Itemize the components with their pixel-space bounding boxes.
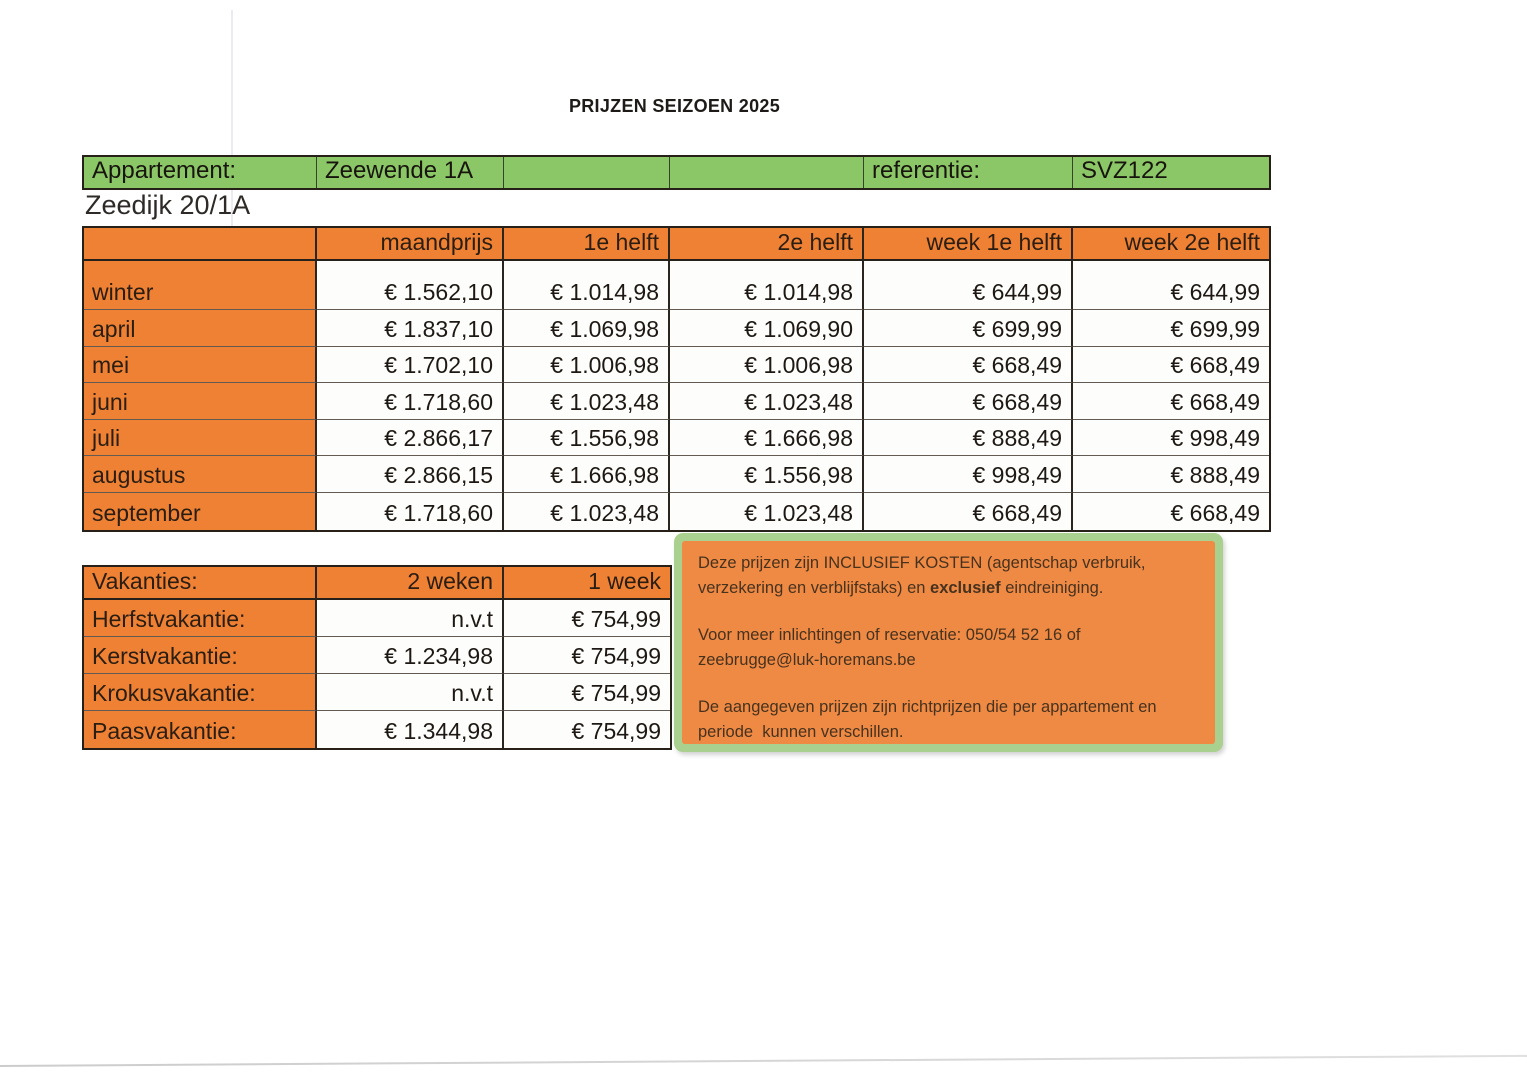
vacation-value-cell: € 754,99 — [504, 600, 670, 637]
info-text-bold: exclusief — [930, 579, 1001, 597]
price-value-cell: € 1.014,98 — [670, 261, 864, 310]
vacation-header-label: Vakanties: — [84, 567, 317, 600]
vacation-row-label: Paasvakantie: — [84, 711, 317, 748]
price-value-cell: € 699,99 — [1073, 310, 1269, 347]
price-value-cell: € 2.866,15 — [317, 456, 504, 493]
price-row-label: april — [84, 310, 317, 347]
column-header-2-weken: 2 weken — [317, 567, 504, 600]
scan-artifact-bottom-line — [0, 1055, 1527, 1067]
price-value-cell: € 1.023,48 — [504, 493, 670, 530]
column-header-maandprijs: maandprijs — [317, 228, 504, 261]
info-paragraph-costs — [698, 551, 1199, 601]
price-value-cell: € 1.718,60 — [317, 383, 504, 420]
info-box-content — [682, 541, 1215, 744]
vacation-value-cell: € 754,99 — [504, 711, 670, 748]
price-value-cell: € 1.666,98 — [670, 420, 864, 457]
price-value-cell: € 1.556,98 — [504, 420, 670, 457]
apartment-header-bar — [82, 155, 1271, 190]
price-value-cell: € 1.006,98 — [504, 347, 670, 384]
price-row-label: winter — [84, 261, 317, 310]
column-header-1-week: 1 week — [504, 567, 670, 600]
price-value-cell: € 1.014,98 — [504, 261, 670, 310]
price-row-label: september — [84, 493, 317, 530]
address-line: Zeedijk 20/1A — [85, 190, 251, 220]
column-header-week-1e-helft: week 1e helft — [864, 228, 1073, 261]
info-box — [674, 533, 1223, 752]
price-value-cell: € 888,49 — [864, 420, 1073, 457]
price-value-cell: € 1.023,48 — [670, 493, 864, 530]
price-value-cell: € 1.023,48 — [504, 383, 670, 420]
price-value-cell: € 998,49 — [1073, 420, 1269, 457]
price-value-cell: € 1.006,98 — [670, 347, 864, 384]
vacation-value-cell: € 754,99 — [504, 674, 670, 711]
referentie-label: referentie: — [864, 157, 1073, 188]
price-value-cell: € 1.069,90 — [670, 310, 864, 347]
price-value-cell: € 668,49 — [1073, 347, 1269, 384]
info-text: Deze prijzen zijn INCLUSIEF KOSTEN (agentschap verbruik, verzekering en verblijfstaks) en — [698, 554, 1151, 597]
vacation-value-cell: € 1.344,98 — [317, 711, 504, 748]
price-value-cell: € 998,49 — [864, 456, 1073, 493]
price-value-cell: € 2.866,17 — [317, 420, 504, 457]
vacation-table — [82, 565, 672, 750]
vacation-row-label: Herfstvakantie: — [84, 600, 317, 637]
price-row-label: mei — [84, 347, 317, 384]
column-header-2e-helft: 2e helft — [670, 228, 864, 261]
vacation-row-label: Kerstvakantie: — [84, 637, 317, 674]
vacation-value-cell: n.v.t — [317, 600, 504, 637]
price-value-cell: € 1.718,60 — [317, 493, 504, 530]
price-table — [82, 226, 1271, 532]
empty-cell — [670, 157, 864, 188]
price-value-cell: € 668,49 — [1073, 383, 1269, 420]
vacation-value-cell: € 1.234,98 — [317, 637, 504, 674]
appartement-value: Zeewende 1A — [317, 157, 504, 188]
price-row-label: augustus — [84, 456, 317, 493]
price-value-cell: € 668,49 — [864, 493, 1073, 530]
price-value-cell: € 668,49 — [864, 383, 1073, 420]
price-row-label: juli — [84, 420, 317, 457]
column-header-1e-helft: 1e helft — [504, 228, 670, 261]
page-title: PRIJZEN SEIZOEN 2025 — [568, 96, 781, 116]
vacation-value-cell: n.v.t — [317, 674, 504, 711]
price-value-cell: € 644,99 — [864, 261, 1073, 310]
referentie-value: SVZ122 — [1073, 157, 1269, 188]
price-value-cell: € 1.702,10 — [317, 347, 504, 384]
price-value-cell: € 668,49 — [864, 347, 1073, 384]
price-value-cell: € 644,99 — [1073, 261, 1269, 310]
price-value-cell: € 1.069,98 — [504, 310, 670, 347]
appartement-label: Appartement: — [84, 157, 317, 188]
price-value-cell: € 668,49 — [1073, 493, 1269, 530]
price-table-corner-cell — [84, 228, 317, 261]
info-text: eindreiniging. — [1000, 579, 1104, 597]
price-value-cell: € 699,99 — [864, 310, 1073, 347]
vacation-value-cell: € 754,99 — [504, 637, 670, 674]
price-value-cell: € 1.837,10 — [317, 310, 504, 347]
empty-cell — [504, 157, 670, 188]
price-value-cell: € 888,49 — [1073, 456, 1269, 493]
info-paragraph-contact: Voor meer inlichtingen of reservatie: 050/54 52 16 of zeebrugge@luk-horemans.be — [698, 626, 1086, 669]
column-header-week-2e-helft: week 2e helft — [1073, 228, 1269, 261]
price-value-cell: € 1.556,98 — [670, 456, 864, 493]
price-value-cell: € 1.562,10 — [317, 261, 504, 310]
price-row-label: juni — [84, 383, 317, 420]
price-value-cell: € 1.666,98 — [504, 456, 670, 493]
info-paragraph-disclaimer: De aangegeven prijzen zijn richtprijzen die per appartement en periode kunnen verschillen. — [698, 698, 1162, 741]
vacation-row-label: Krokusvakantie: — [84, 674, 317, 711]
price-value-cell: € 1.023,48 — [670, 383, 864, 420]
